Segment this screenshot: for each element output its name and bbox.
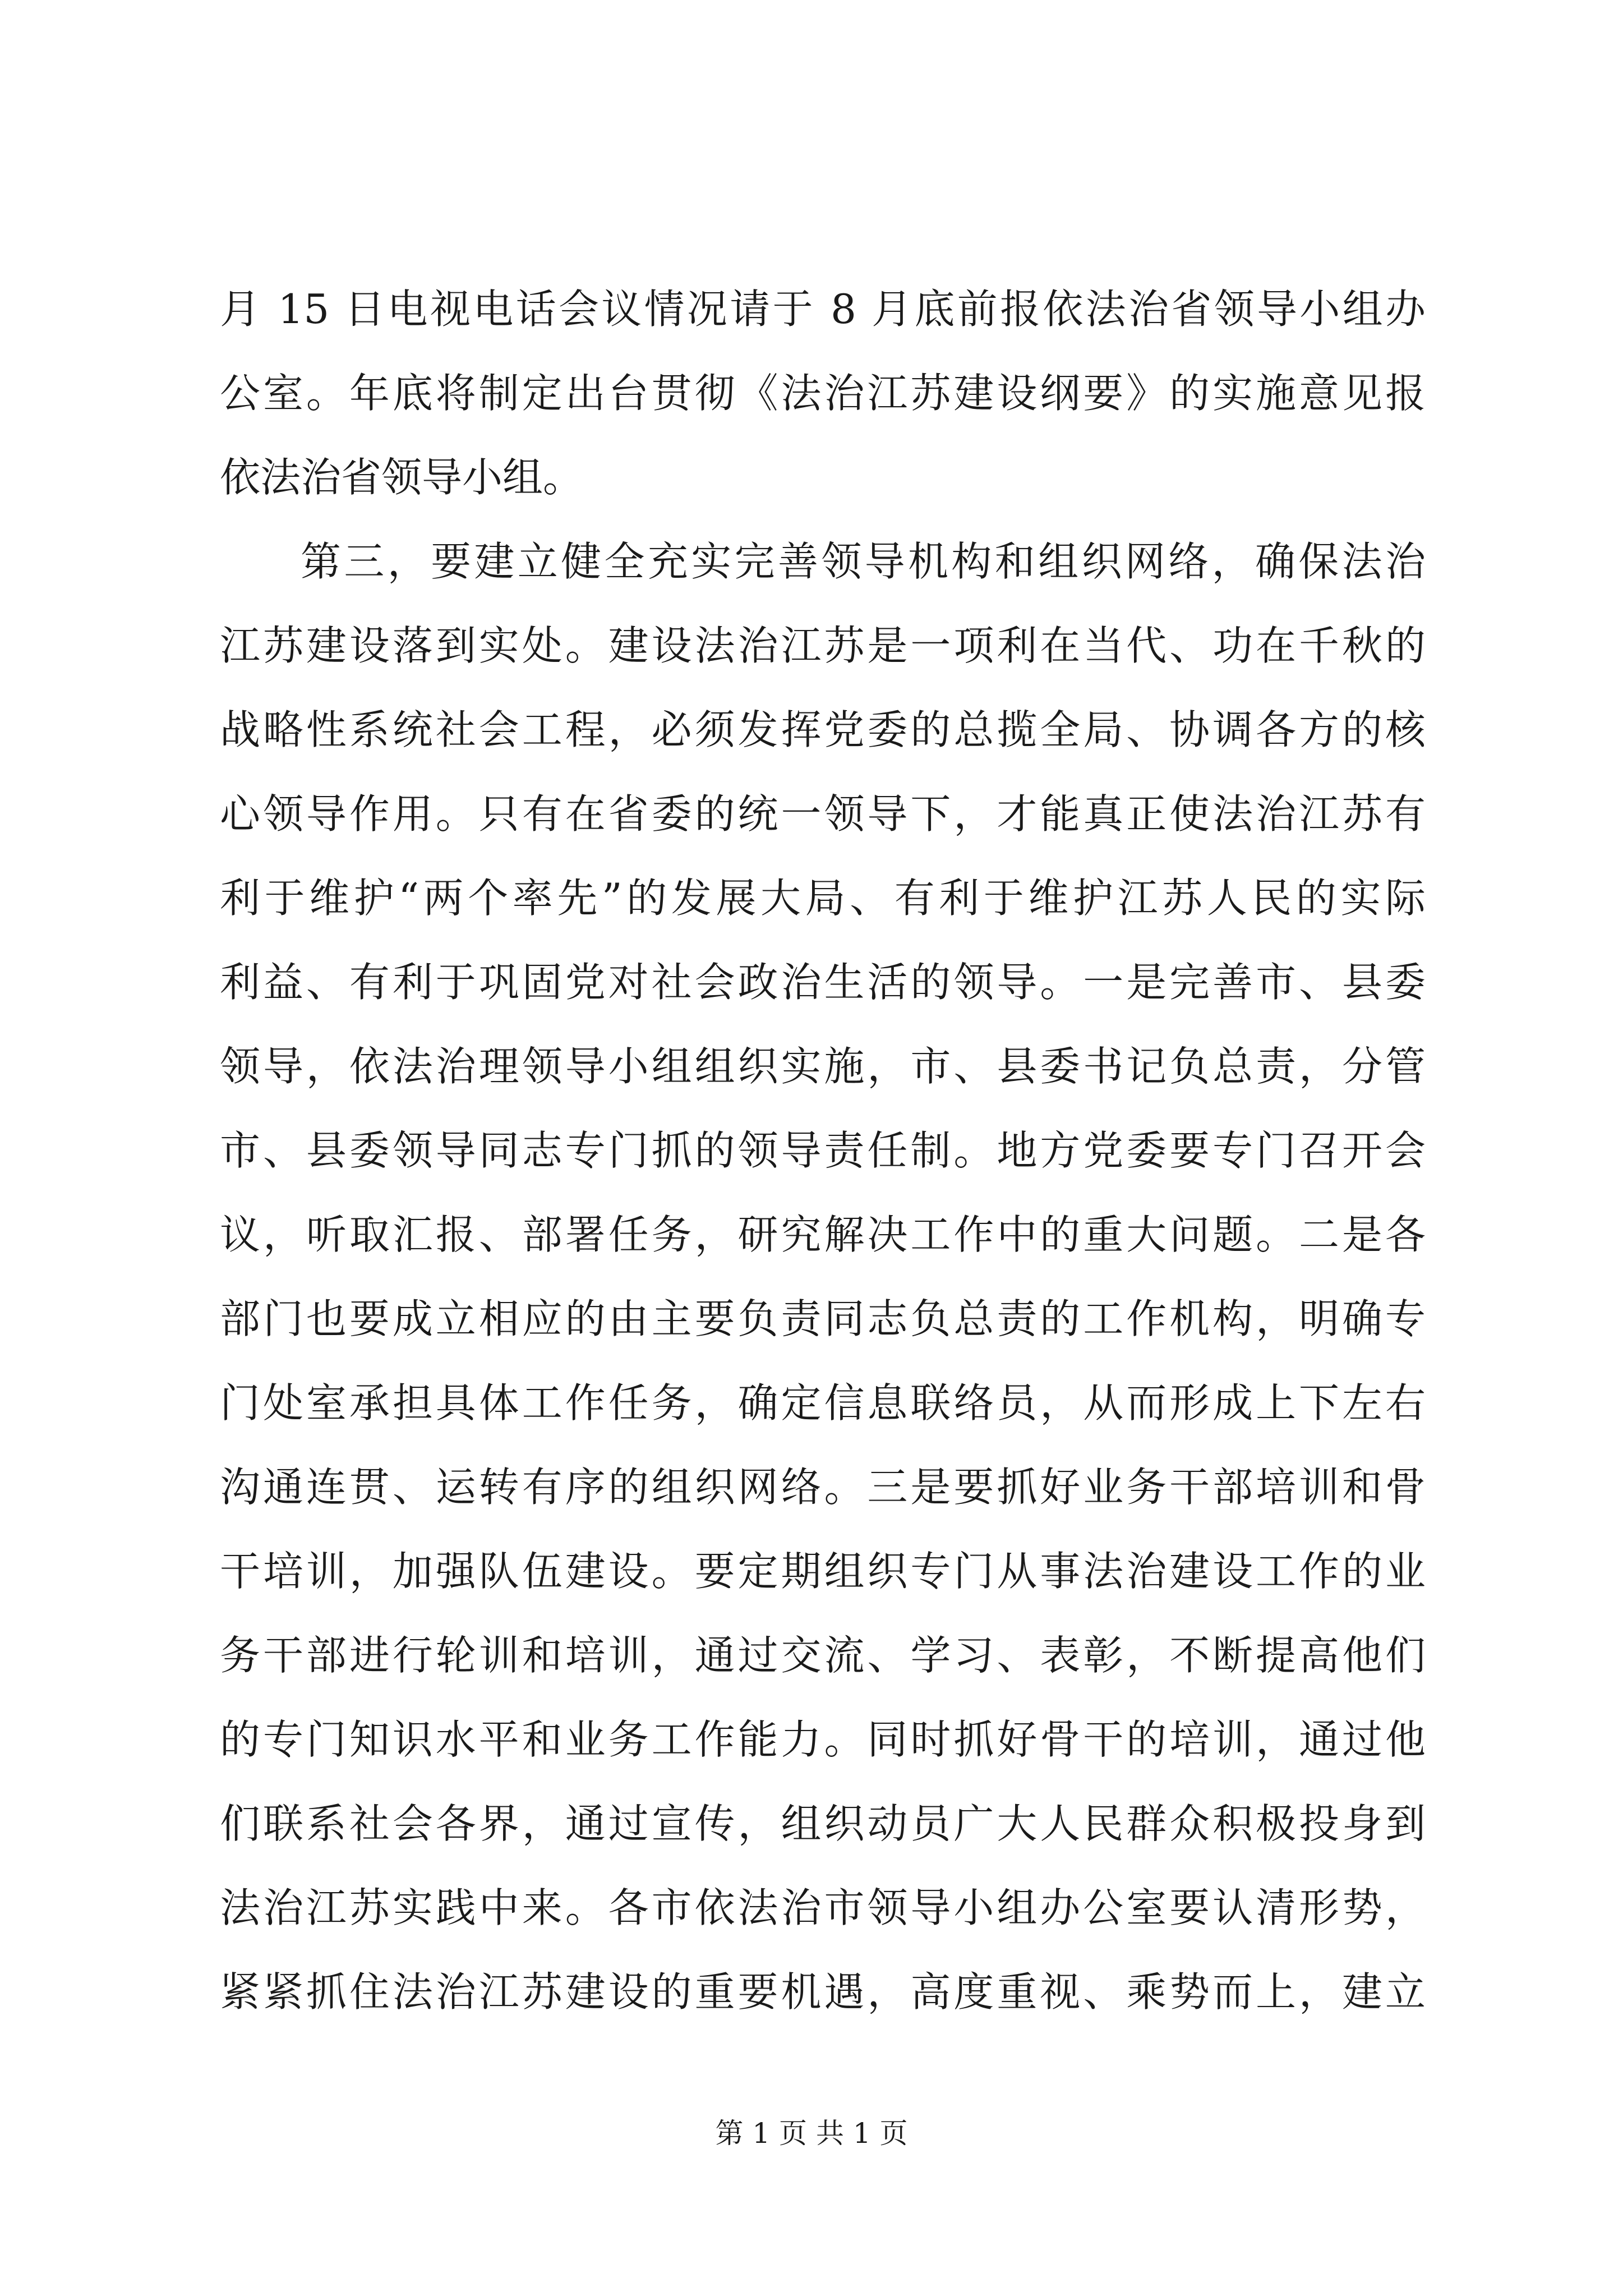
text-line: 沟通连贯、运转有序的组织网络。三是要抓好业务干部培训和骨 (220, 1464, 1426, 1511)
text-line: 战略性系统社会工程，必须发挥党委的总揽全局、协调各方的核 (220, 706, 1426, 753)
text-line: 法治江苏实践中来。各市依法治市领导小组办公室要认清形势， (220, 1884, 1426, 1931)
text-line: 门处室承担具体工作任务，确定信息联络员，从而形成上下左右 (220, 1379, 1426, 1427)
text-line: 市、县委领导同志专门抓的领导责任制。地方党委要专门召开会 (220, 1127, 1426, 1174)
text-line: 依法治省领导小组。 (220, 454, 584, 501)
text-line: 心领导作用。只有在省委的统一领导下，才能真正使法治江苏有 (220, 790, 1426, 838)
text-line: 利益、有利于巩固党对社会政治生活的领导。一是完善市、县委 (220, 959, 1426, 1006)
text-line: 干培训，加强队伍建设。要定期组织专门从事法治建设工作的业 (220, 1548, 1426, 1595)
text-line: 务干部进行轮训和培训，通过交流、学习、表彰，不断提高他们 (220, 1632, 1426, 1679)
text-line: 月 15 日电视电话会议情况请于 8 月底前报依法治省领导小组办 (220, 286, 1426, 333)
text-line: 的专门知识水平和业务工作能力。同时抓好骨干的培训，通过他 (220, 1716, 1426, 1763)
text-line: 议，听取汇报、部署任务，研究解决工作中的重大问题。二是各 (220, 1211, 1426, 1258)
text-line: 江苏建设落到实处。建设法治江苏是一项利在当代、功在千秋的 (220, 622, 1426, 669)
text-line: 紧紧抓住法治江苏建设的重要机遇，高度重视、乘势而上，建立 (220, 1968, 1426, 2016)
text-line: 公室。年底将制定出台贯彻《法治江苏建设纲要》的实施意见报 (220, 370, 1426, 417)
text-line: 部门也要成立相应的由主要负责同志负总责的工作机构，明确专 (220, 1295, 1426, 1342)
text-line: 第三，要建立健全充实完善领导机构和组织网络，确保法治 (301, 538, 1426, 585)
text-line: 领导，依法治理领导小组组织实施，市、县委书记负总责，分管 (220, 1043, 1426, 1090)
text-line: 利于维护“两个率先”的发展大局、有利于维护江苏人民的实际 (220, 875, 1426, 922)
page-number-footer: 第 1 页 共 1 页 (715, 2117, 908, 2150)
text-line: 们联系社会各界，通过宣传，组织动员广大人民群众积极投身到 (220, 1800, 1426, 1847)
